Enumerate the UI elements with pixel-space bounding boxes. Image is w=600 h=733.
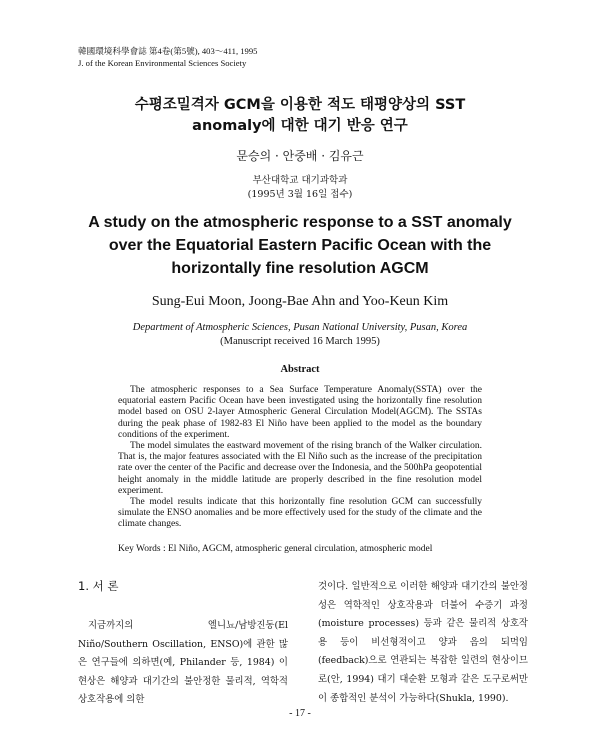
left-column xyxy=(78,617,288,710)
abstract-paragraph: The model results indicate that this horizontally fine resolution GCM can successfully simulate the ENSO anomalies and be more effectively used for the study of the climate and the climate changes. xyxy=(118,497,482,530)
korean-received: (1995년 3월 16일 접수) xyxy=(247,189,353,200)
abstract-body xyxy=(118,385,482,531)
journal-header xyxy=(78,45,257,69)
korean-affiliation: 부산대학교 대기과학과 xyxy=(252,175,348,186)
left-column-paragraph: 지금까지의 엘니뇨/남방진동(El Niño/Southern Oscillation, ENSO)에 관한 많은 연구들에 의하면(예, Philander 등, 1984) 이 현상은 해양과 대기간의 불안정한 물리적, 역학적 상호작용에 의한 xyxy=(78,620,288,706)
journal-english: J. of the Korean Environmental Sciences Society xyxy=(78,58,247,68)
abstract-paragraph: The model simulates the eastward movement of the rising branch of the Walker circulation. That is, the major features associated with the El Niño such as the increase of the precipitation rate over the center of the Pacific and decrease over the Indonesia, and the 500hPa geopotential height anomaly in the middle latitude are properly described in the fine resolution model experiment. xyxy=(118,441,482,496)
journal-korean: 韓國環境科學會誌 第4卷(第5號), 403～411, 1995 xyxy=(78,46,258,56)
korean-authors: 문승의 · 안중배 · 김유근 xyxy=(236,149,364,163)
keywords: Key Words : El Niño, AGCM, atmospheric general circulation, atmospheric model xyxy=(118,544,433,554)
english-authors: Sung-Eui Moon, Joong-Bae Ahn and Yoo-Keun Kim xyxy=(151,294,449,309)
korean-title-line2: anomaly에 대한 대기 반응 연구 xyxy=(192,118,408,134)
right-column-paragraph: 것이다. 일반적으로 이러한 해양과 대기간의 불안정성은 역학적인 상호작용과 더불어 수증기 과정(moisture processes) 등과 같은 물리적 상호작용 등이 비선형적이고 양과 음의 되먹임(feedback)으로 연관되는 복잡한 일련의 현상이므로(안, 1994) 대기 대순환 모형과 같은 도구로써만이 종합적인 분석이 가능하다(Shukla, 1990). xyxy=(318,581,528,704)
page-number: - 17 - xyxy=(289,708,311,719)
english-title-line3: horizontally fine resolution AGCM xyxy=(171,260,429,277)
english-affiliation: Department of Atmospheric Sciences, Pusan National University, Pusan, Korea xyxy=(132,322,468,333)
abstract-paragraph: The atmospheric responses to a Sea Surface Temperature Anomaly(SSTA) over the equatorial eastern Pacific Ocean have been investigated using the horizontally fine resolution model based on OSU 2-layer Atmospheric General Circulation Model(AGCM). The SSTAs during the peak phase of 1982-83 El Niño have been applied to the model as the boundary conditions of the experiment. xyxy=(118,385,482,440)
right-column xyxy=(318,578,528,708)
english-received: (Manuscript received 16 March 1995) xyxy=(220,336,380,347)
english-title-line2: over the Equatorial Eastern Pacific Ocean with the xyxy=(108,237,492,254)
english-title-line1: A study on the atmospheric response to a SST anomaly xyxy=(88,214,512,231)
section-heading: 1. 서 론 xyxy=(78,579,119,593)
korean-title-line1: 수평조밀격자 GCM을 이용한 적도 태평양상의 SST xyxy=(134,97,466,113)
abstract-heading: Abstract xyxy=(280,364,320,375)
